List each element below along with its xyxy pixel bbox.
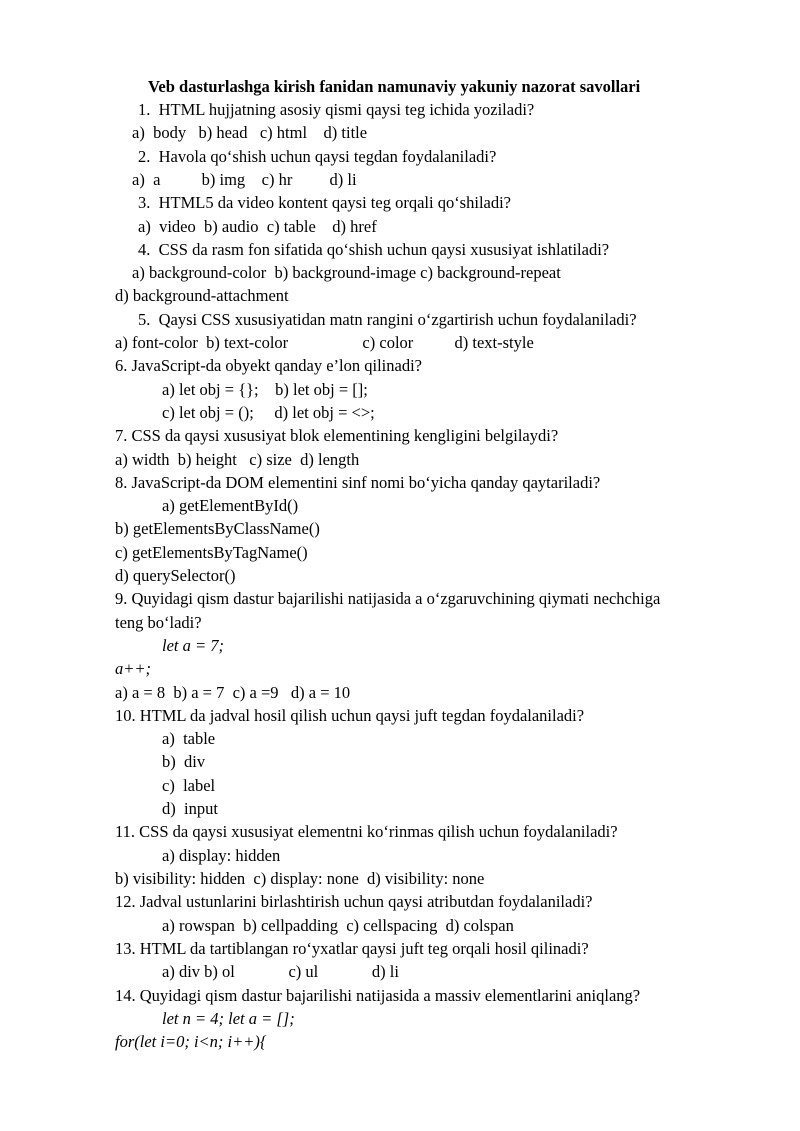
question-5: 5. Qaysi CSS xususiyatidan matn rangini o‘zgartirish uchun foydalaniladi? — [138, 310, 637, 329]
code-line: a++; — [115, 659, 152, 678]
question-11: 11. CSS da qaysi xususiyat elementni ko‘rinmas qilish uchun foydalaniladi? — [115, 822, 618, 841]
question-4: 4. CSS da rasm fon sifatida qo‘shish uchun qaysi xususiyat ishlatiladi? — [138, 240, 610, 259]
question-3: 3. HTML5 da video kontent qaysi teg orqali qo‘shiladi? — [138, 193, 512, 212]
answer-options: a) background-color b) background-image c) background-repeat — [132, 263, 561, 282]
question-10: 10. HTML da jadval hosil qilish uchun qaysi juft tegdan foydalaniladi? — [115, 706, 585, 725]
answer-options: a) font-color b) text-color c) color d) text-style — [115, 333, 534, 352]
answer-option: a) getElementById() — [162, 496, 299, 515]
question-2: 2. Havola qo‘shish uchun qaysi tegdan foydalaniladi? — [138, 147, 497, 166]
question-13: 13. HTML da tartiblangan ro‘yxatlar qaysi juft teg orqali hosil qilinadi? — [115, 939, 589, 958]
answer-option: c) label — [162, 776, 216, 795]
answer-option: a) table — [162, 729, 216, 748]
question-12: 12. Jadval ustunlarini birlashtirish uchun qaysi atributdan foydalaniladi? — [115, 892, 593, 911]
answer-options: a) width b) height c) size d) length — [115, 450, 360, 469]
question-6: 6. JavaScript-da obyekt qanday e’lon qilinadi? — [115, 356, 422, 375]
document-title: Veb dasturlashga kirish fanidan namunaviy yakuniy nazorat savollari — [148, 77, 641, 96]
answer-options: a) a b) img c) hr d) li — [132, 170, 357, 189]
answer-option: d) input — [162, 799, 218, 818]
code-line: let n = 4; let a = []; — [162, 1009, 295, 1028]
answer-options: a) div b) ol c) ul d) li — [162, 962, 399, 981]
answer-option: c) getElementsByTagName() — [115, 543, 308, 562]
answer-options: d) background-attachment — [115, 286, 289, 305]
question-9-continued: teng bo‘ladi? — [115, 613, 202, 632]
answer-options: c) let obj = (); d) let obj = <>; — [162, 403, 375, 422]
answer-option: a) display: hidden — [162, 846, 281, 865]
question-7: 7. CSS da qaysi xususiyat blok elementining kengligini belgilaydi? — [115, 426, 559, 445]
answer-options: b) visibility: hidden c) display: none d) visibility: none — [115, 869, 485, 888]
answer-option: b) div — [162, 752, 206, 771]
question-9: 9. Quyidagi qism dastur bajarilishi natijasida a o‘zgaruvchining qiymati nechchiga — [115, 589, 661, 608]
answer-option: b) getElementsByClassName() — [115, 519, 320, 538]
answer-option: d) querySelector() — [115, 566, 236, 585]
question-14: 14. Quyidagi qism dastur bajarilishi natijasida a massiv elementlarini aniqlang? — [115, 986, 641, 1005]
code-line: let a = 7; — [162, 636, 224, 655]
answer-options: a) let obj = {}; b) let obj = []; — [162, 380, 368, 399]
answer-options: a) a = 8 b) a = 7 c) a =9 d) a = 10 — [115, 683, 351, 702]
answer-options: a) rowspan b) cellpadding c) cellspacing d) colspan — [162, 916, 514, 935]
question-8: 8. JavaScript-da DOM elementini sinf nomi bo‘yicha qanday qaytariladi? — [115, 473, 601, 492]
question-1: 1. HTML hujjatning asosiy qismi qaysi teg ichida yoziladi? — [138, 100, 535, 119]
answer-options: a) body b) head c) html d) title — [132, 123, 368, 142]
answer-options: a) video b) audio c) table d) href — [138, 217, 377, 236]
code-line: for(let i=0; i<n; i++){ — [115, 1032, 267, 1051]
